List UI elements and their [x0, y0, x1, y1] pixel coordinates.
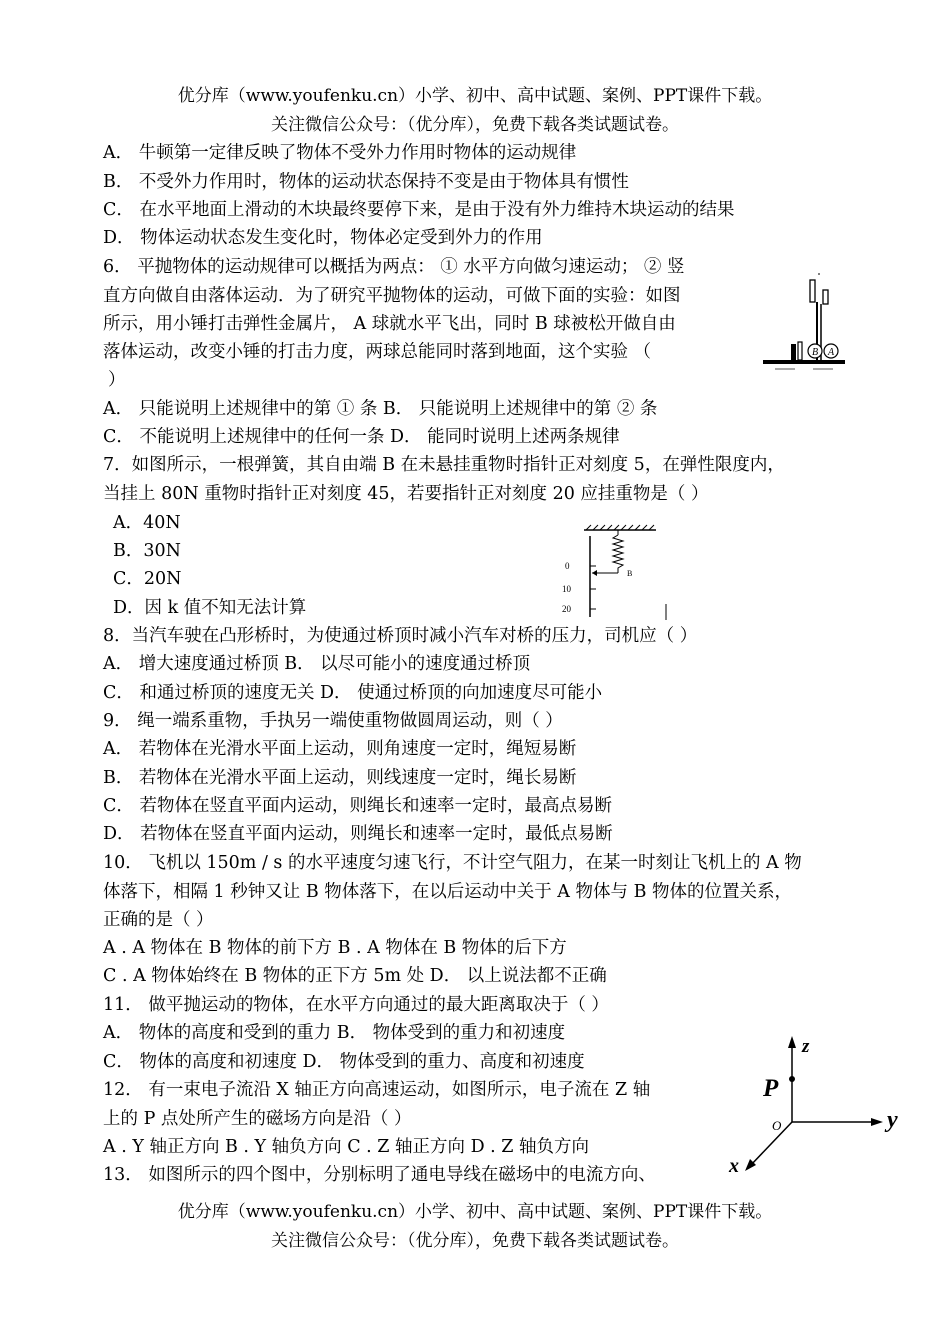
question-7-stem-2: 当挂上 80N 重物时指针正对刻度 45，若要指针正对刻度 20 应挂重物是（ ）: [103, 484, 709, 504]
question-5-option-a: A． 牛顿第一定律反映了物体不受外力作用时物体的运动规律: [103, 143, 577, 163]
question-10-options-ab: A . A 物体在 B 物体的前下方 B . A 物体在 B 物体的后下方: [103, 938, 567, 958]
question-5-option-b: B． 不受外力作用时，物体的运动状态保持不变是由于物体具有惯性: [103, 172, 629, 192]
question-9-option-d: D． 若物体在竖直平面内运动，则绳长和速率一定时，最低点易断: [103, 824, 613, 844]
question-7-option-d: D．因 k 值不知无法计算: [113, 598, 307, 618]
question-13-stem: 13． 如图所示的四个图中，分别标明了通电导线在磁场中的电流方向、: [103, 1165, 656, 1185]
ball-b-label: B: [811, 347, 819, 358]
question-6-stem-1: 6． 平抛物体的运动规律可以概括为两点： ① 水平方向做匀速运动； ② 竖: [103, 257, 685, 277]
question-5-option-c: C． 在水平地面上滑动的木块最终要停下来，是由于没有外力维持木块运动的结果: [103, 200, 735, 220]
axes-figure: [725, 1030, 910, 1180]
question-12-options: A . Y 轴正方向 B . Y 轴负方向 C . Z 轴正方向 D . Z 轴负方向: [103, 1137, 590, 1157]
question-11-options-cd: C． 物体的高度和初速度 D． 物体受到的重力、高度和初速度: [103, 1052, 585, 1072]
question-12-stem-2: 上的 P 点处所产生的磁场方向是沿（ ）: [103, 1109, 412, 1129]
origin-label: O: [772, 1118, 782, 1133]
question-11-options-ab: A． 物体的高度和受到的重力 B． 物体受到的重力和初速度: [103, 1023, 566, 1043]
scale-tick-10: 10: [562, 584, 571, 594]
projectile-apparatus-figure: [755, 268, 850, 374]
spring-scale-figure: [560, 522, 685, 622]
question-9-option-a: A． 若物体在光滑水平面上运动，则角速度一定时，绳短易断: [103, 739, 577, 759]
question-10-options-cd: C . A 物体始终在 B 物体的正下方 5m 处 D． 以上说法都不正确: [103, 966, 607, 986]
question-7-option-c: C．20N: [113, 569, 182, 589]
question-8-options-cd: C． 和通过桥顶的速度无关 D． 使通过桥顶的向加速度尽可能小: [103, 683, 603, 703]
z-axis-label: z: [802, 1036, 810, 1057]
question-9-stem: 9． 绳一端系重物，手执另一端使重物做圆周运动，则（ ）: [103, 711, 563, 731]
question-9-option-c: C． 若物体在竖直平面内运动，则绳长和速率一定时，最高点易断: [103, 796, 612, 816]
question-6-stem-5: ）: [108, 370, 126, 390]
pointer-b-label: B: [627, 569, 633, 578]
question-9-option-b: B． 若物体在光滑水平面上运动，则线速度一定时，绳长易断: [103, 768, 577, 788]
y-axis-label: y: [887, 1107, 898, 1133]
question-6-options-ab: A． 只能说明上述规律中的第 ① 条 B． 只能说明上述规律中的第 ② 条: [103, 399, 658, 419]
question-12-stem-1: 12． 有一束电子流沿 X 轴正方向高速运动，如图所示，电子流在 Z 轴: [103, 1080, 651, 1100]
question-11-stem: 11． 做平抛运动的物体，在水平方向通过的最大距离取决于（ ）: [103, 995, 609, 1015]
question-6-options-cd: C． 不能说明上述规律中的任何一条 D． 能同时说明上述两条规律: [103, 427, 620, 447]
ball-a-label: A: [827, 347, 835, 358]
question-6-stem-3: 所示，用小锤打击弹性金属片， A 球就水平飞出，同时 B 球被松开做自由: [103, 314, 676, 334]
question-10-stem-2: 体落下，相隔 1 秒钟又让 B 物体落下，在以后运动中关于 A 物体与 B 物体的位置关系，: [103, 882, 792, 902]
header-line-2: 关注微信公众号：（优分库），免费下载各类试题试卷。: [271, 115, 679, 135]
footer-line-2: 关注微信公众号：（优分库），免费下载各类试题试卷。: [271, 1231, 679, 1251]
question-7-option-a: A．40N: [113, 513, 181, 533]
scale-tick-0: 0: [565, 561, 570, 571]
question-10-stem-1: 10． 飞机以 150m / s 的水平速度匀速飞行，不计空气阻力，在某一时刻让飞机上的 A 物: [103, 853, 802, 873]
question-7-stem-1: 7．如图所示，一根弹簧，其自由端 B 在未悬挂重物时指针正对刻度 5，在弹性限度内，: [103, 455, 785, 475]
question-10-stem-3: 正确的是（ ）: [103, 910, 214, 930]
question-6-stem-4: 落体运动，改变小锤的打击力度，两球总能同时落到地面，这个实验 （: [103, 342, 652, 362]
question-8-stem: 8．当汽车驶在凸形桥时，为使通过桥顶时减小汽车对桥的压力，司机应（ ）: [103, 626, 698, 646]
scale-tick-20: 20: [562, 604, 571, 614]
x-axis-label: x: [729, 1155, 739, 1177]
footer-line-1: 优分库（www.youfenku.cn）小学、初中、高中试题、案例、PPT课件下载。: [177, 1202, 773, 1222]
question-7-option-b: B．30N: [113, 541, 181, 561]
question-5-option-d: D． 物体运动状态发生变化时，物体必定受到外力的作用: [103, 228, 543, 248]
point-p-label: P: [763, 1075, 779, 1102]
header-line-1: 优分库（www.youfenku.cn）小学、初中、高中试题、案例、PPT课件下载。: [177, 86, 773, 106]
question-8-options-ab: A． 增大速度通过桥顶 B． 以尽可能小的速度通过桥顶: [103, 654, 531, 674]
question-6-stem-2: 直方向做自由落体运动．为了研究平抛物体的运动，可做下面的实验：如图: [103, 286, 681, 306]
